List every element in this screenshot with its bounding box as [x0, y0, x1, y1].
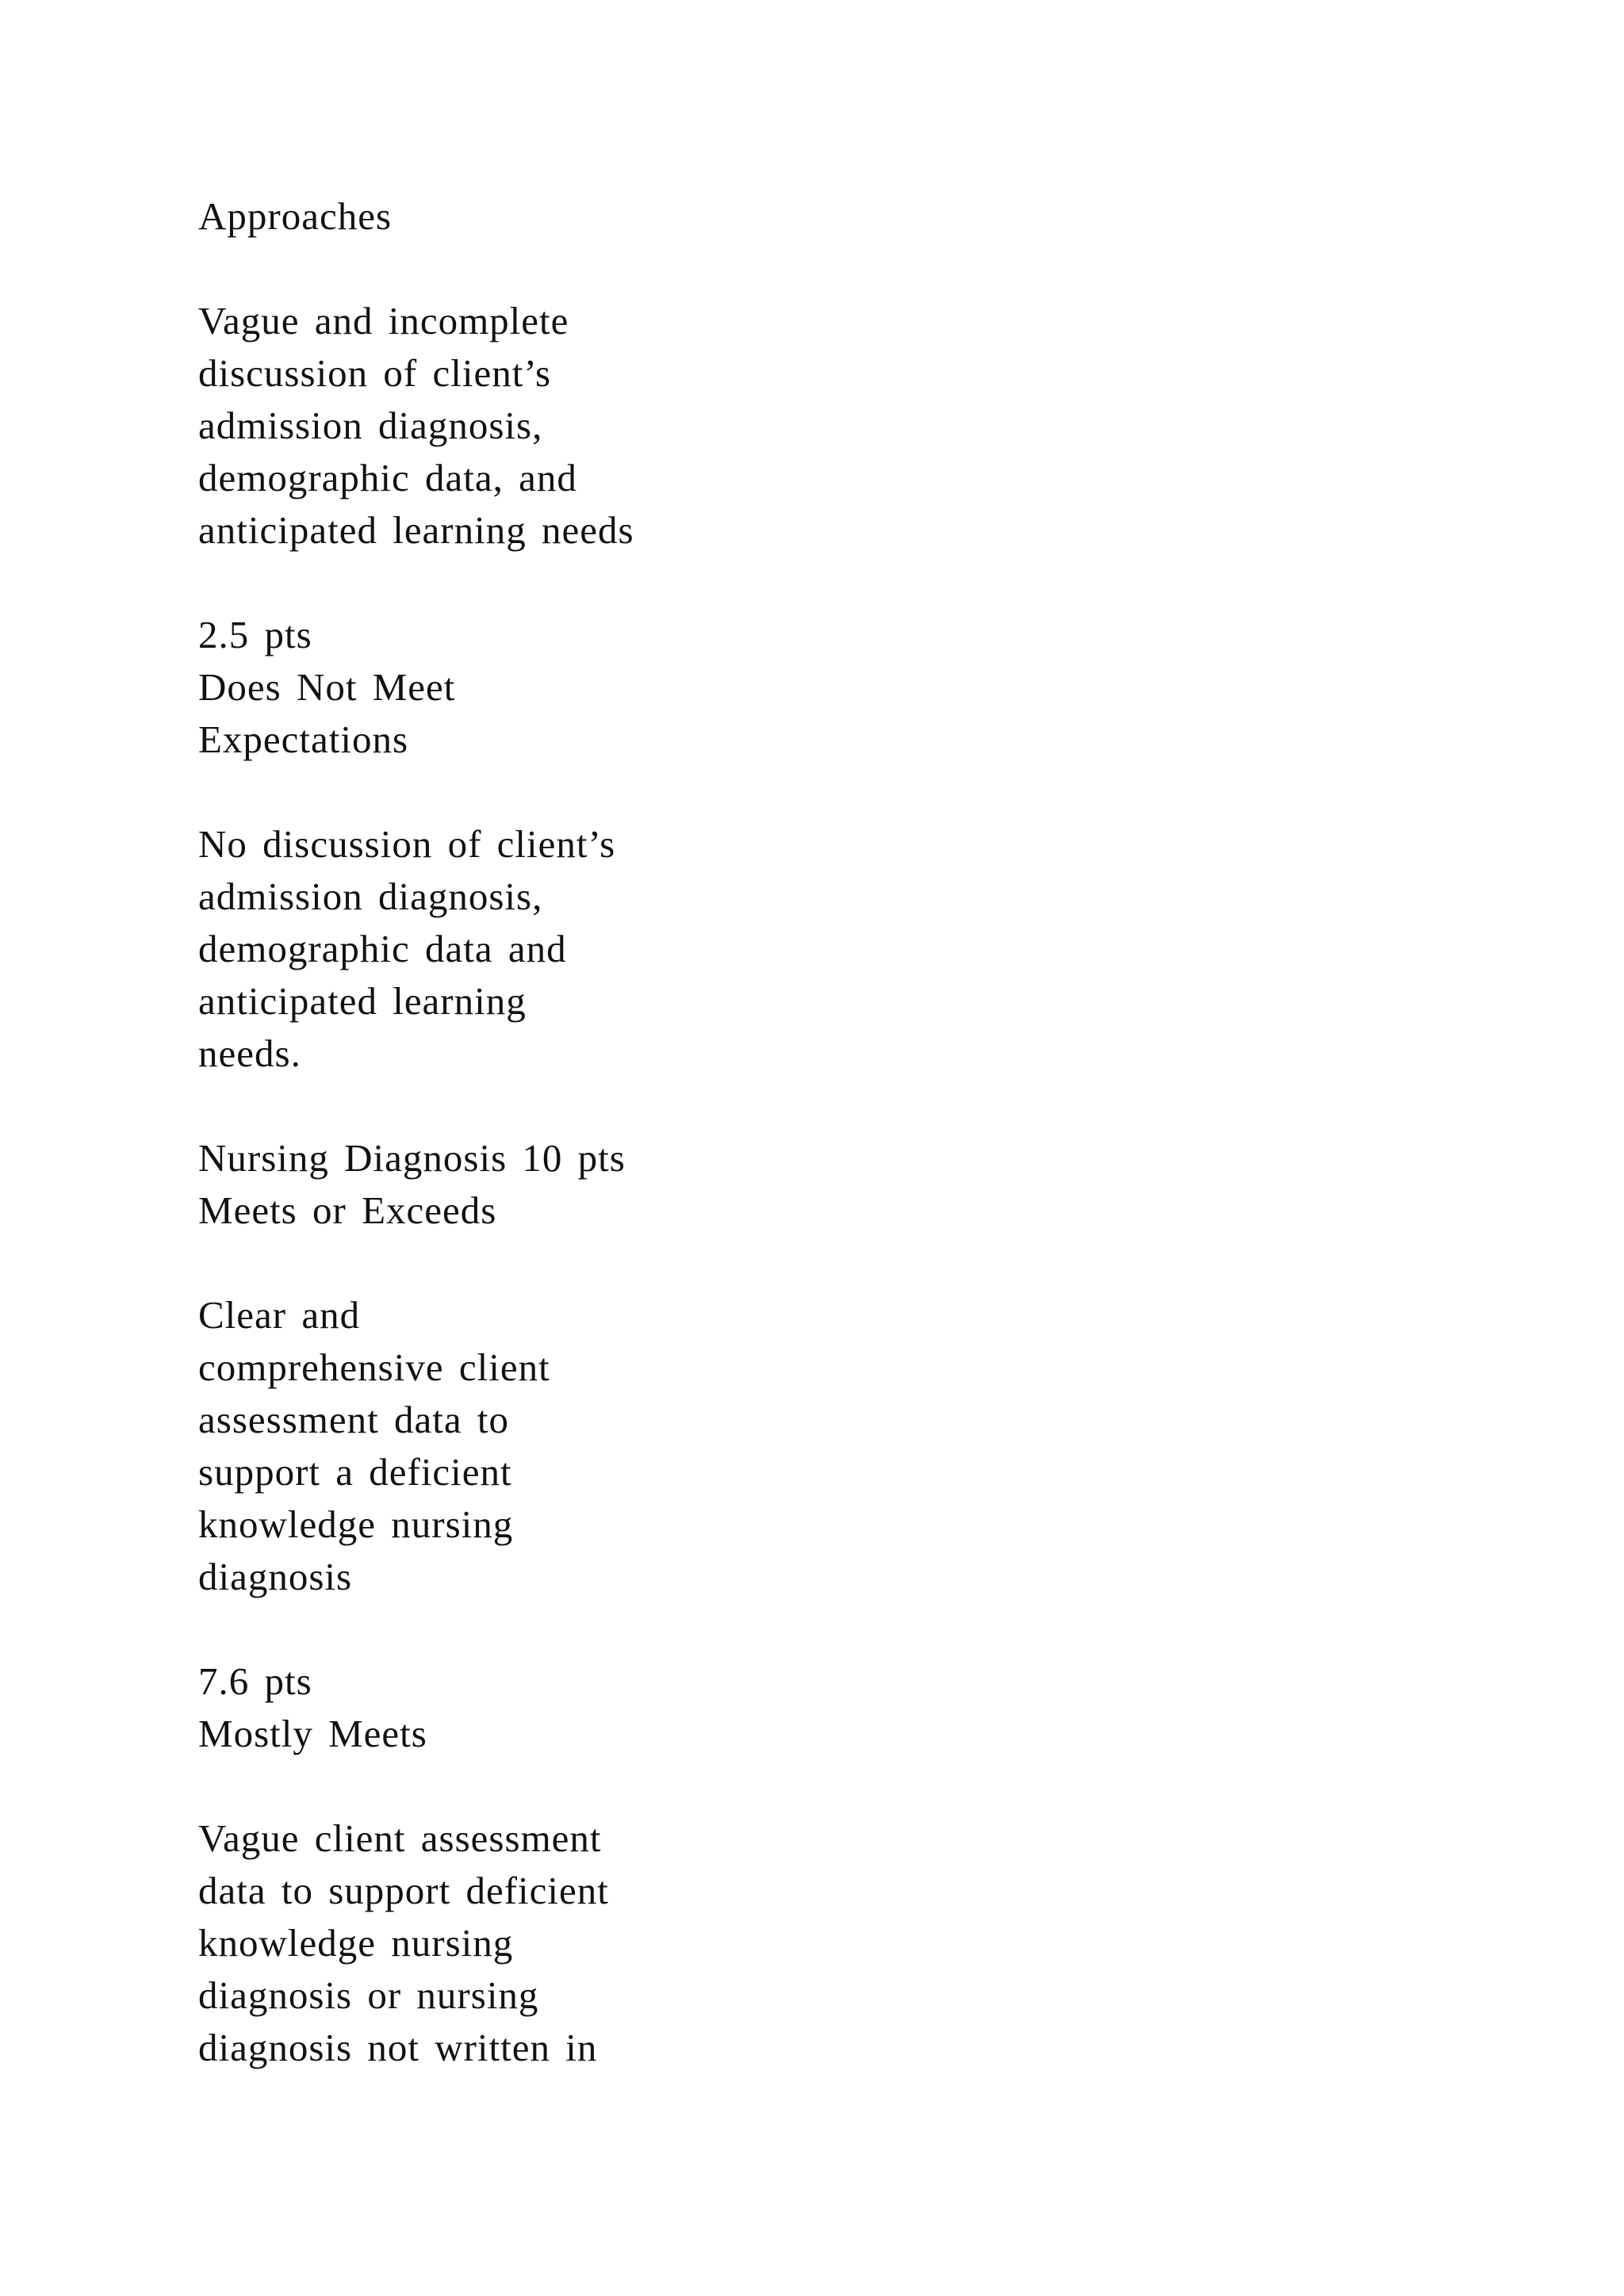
text-line: discussion of client’s [198, 351, 552, 395]
paragraph-vague-incomplete [198, 295, 1467, 557]
text-line: No discussion of client’s [198, 822, 616, 866]
heading-approaches [198, 190, 1467, 243]
rating-label: Does Not Meet [198, 665, 456, 709]
rating-does-not-meet [198, 609, 1467, 766]
text-line: knowledge nursing [198, 1502, 514, 1546]
paragraph-gap [198, 766, 1467, 818]
text-line: admission diagnosis, [198, 404, 543, 447]
paragraph-clear-comprehensive [198, 1289, 1467, 1603]
paragraph-no-discussion [198, 818, 1467, 1080]
text-line: knowledge nursing [198, 1921, 514, 1965]
text-line: comprehensive client [198, 1345, 550, 1389]
text-line: anticipated learning [198, 979, 527, 1023]
rating-label: Expectations [198, 718, 409, 761]
text-line: Approaches [198, 194, 393, 238]
paragraph-vague-client [198, 1812, 1467, 2074]
text-line: anticipated learning needs [198, 508, 634, 552]
text-line: admission diagnosis, [198, 874, 543, 918]
text-line: Vague client assessment [198, 1816, 602, 1860]
paragraph-gap [198, 1760, 1467, 1812]
text-line: diagnosis [198, 1555, 353, 1598]
text-line: diagnosis not written in [198, 2026, 598, 2069]
paragraph-gap [198, 557, 1467, 609]
points-value: 7.6 pts [198, 1659, 312, 1703]
document-body [198, 190, 1467, 2074]
rating-label: Meets or Exceeds [198, 1188, 497, 1232]
paragraph-gap [198, 1237, 1467, 1289]
paragraph-gap [198, 1080, 1467, 1132]
text-line: data to support deficient [198, 1869, 609, 1912]
rating-label: Mostly Meets [198, 1712, 427, 1755]
text-line: diagnosis or nursing [198, 1973, 539, 2017]
text-line: assessment data to [198, 1398, 509, 1441]
text-line: Clear and [198, 1293, 361, 1337]
criterion-title: Nursing Diagnosis 10 pts [198, 1136, 626, 1180]
text-line: Vague and incomplete [198, 299, 569, 342]
text-line: needs. [198, 1031, 301, 1075]
paragraph-gap [198, 1603, 1467, 1655]
text-line: demographic data, and [198, 456, 577, 499]
points-value: 2.5 pts [198, 613, 312, 656]
paragraph-gap [198, 243, 1467, 295]
text-line: support a deficient [198, 1450, 512, 1494]
criterion-nursing-diagnosis [198, 1132, 1467, 1237]
rating-mostly-meets [198, 1655, 1467, 1760]
text-line: demographic data and [198, 927, 567, 970]
